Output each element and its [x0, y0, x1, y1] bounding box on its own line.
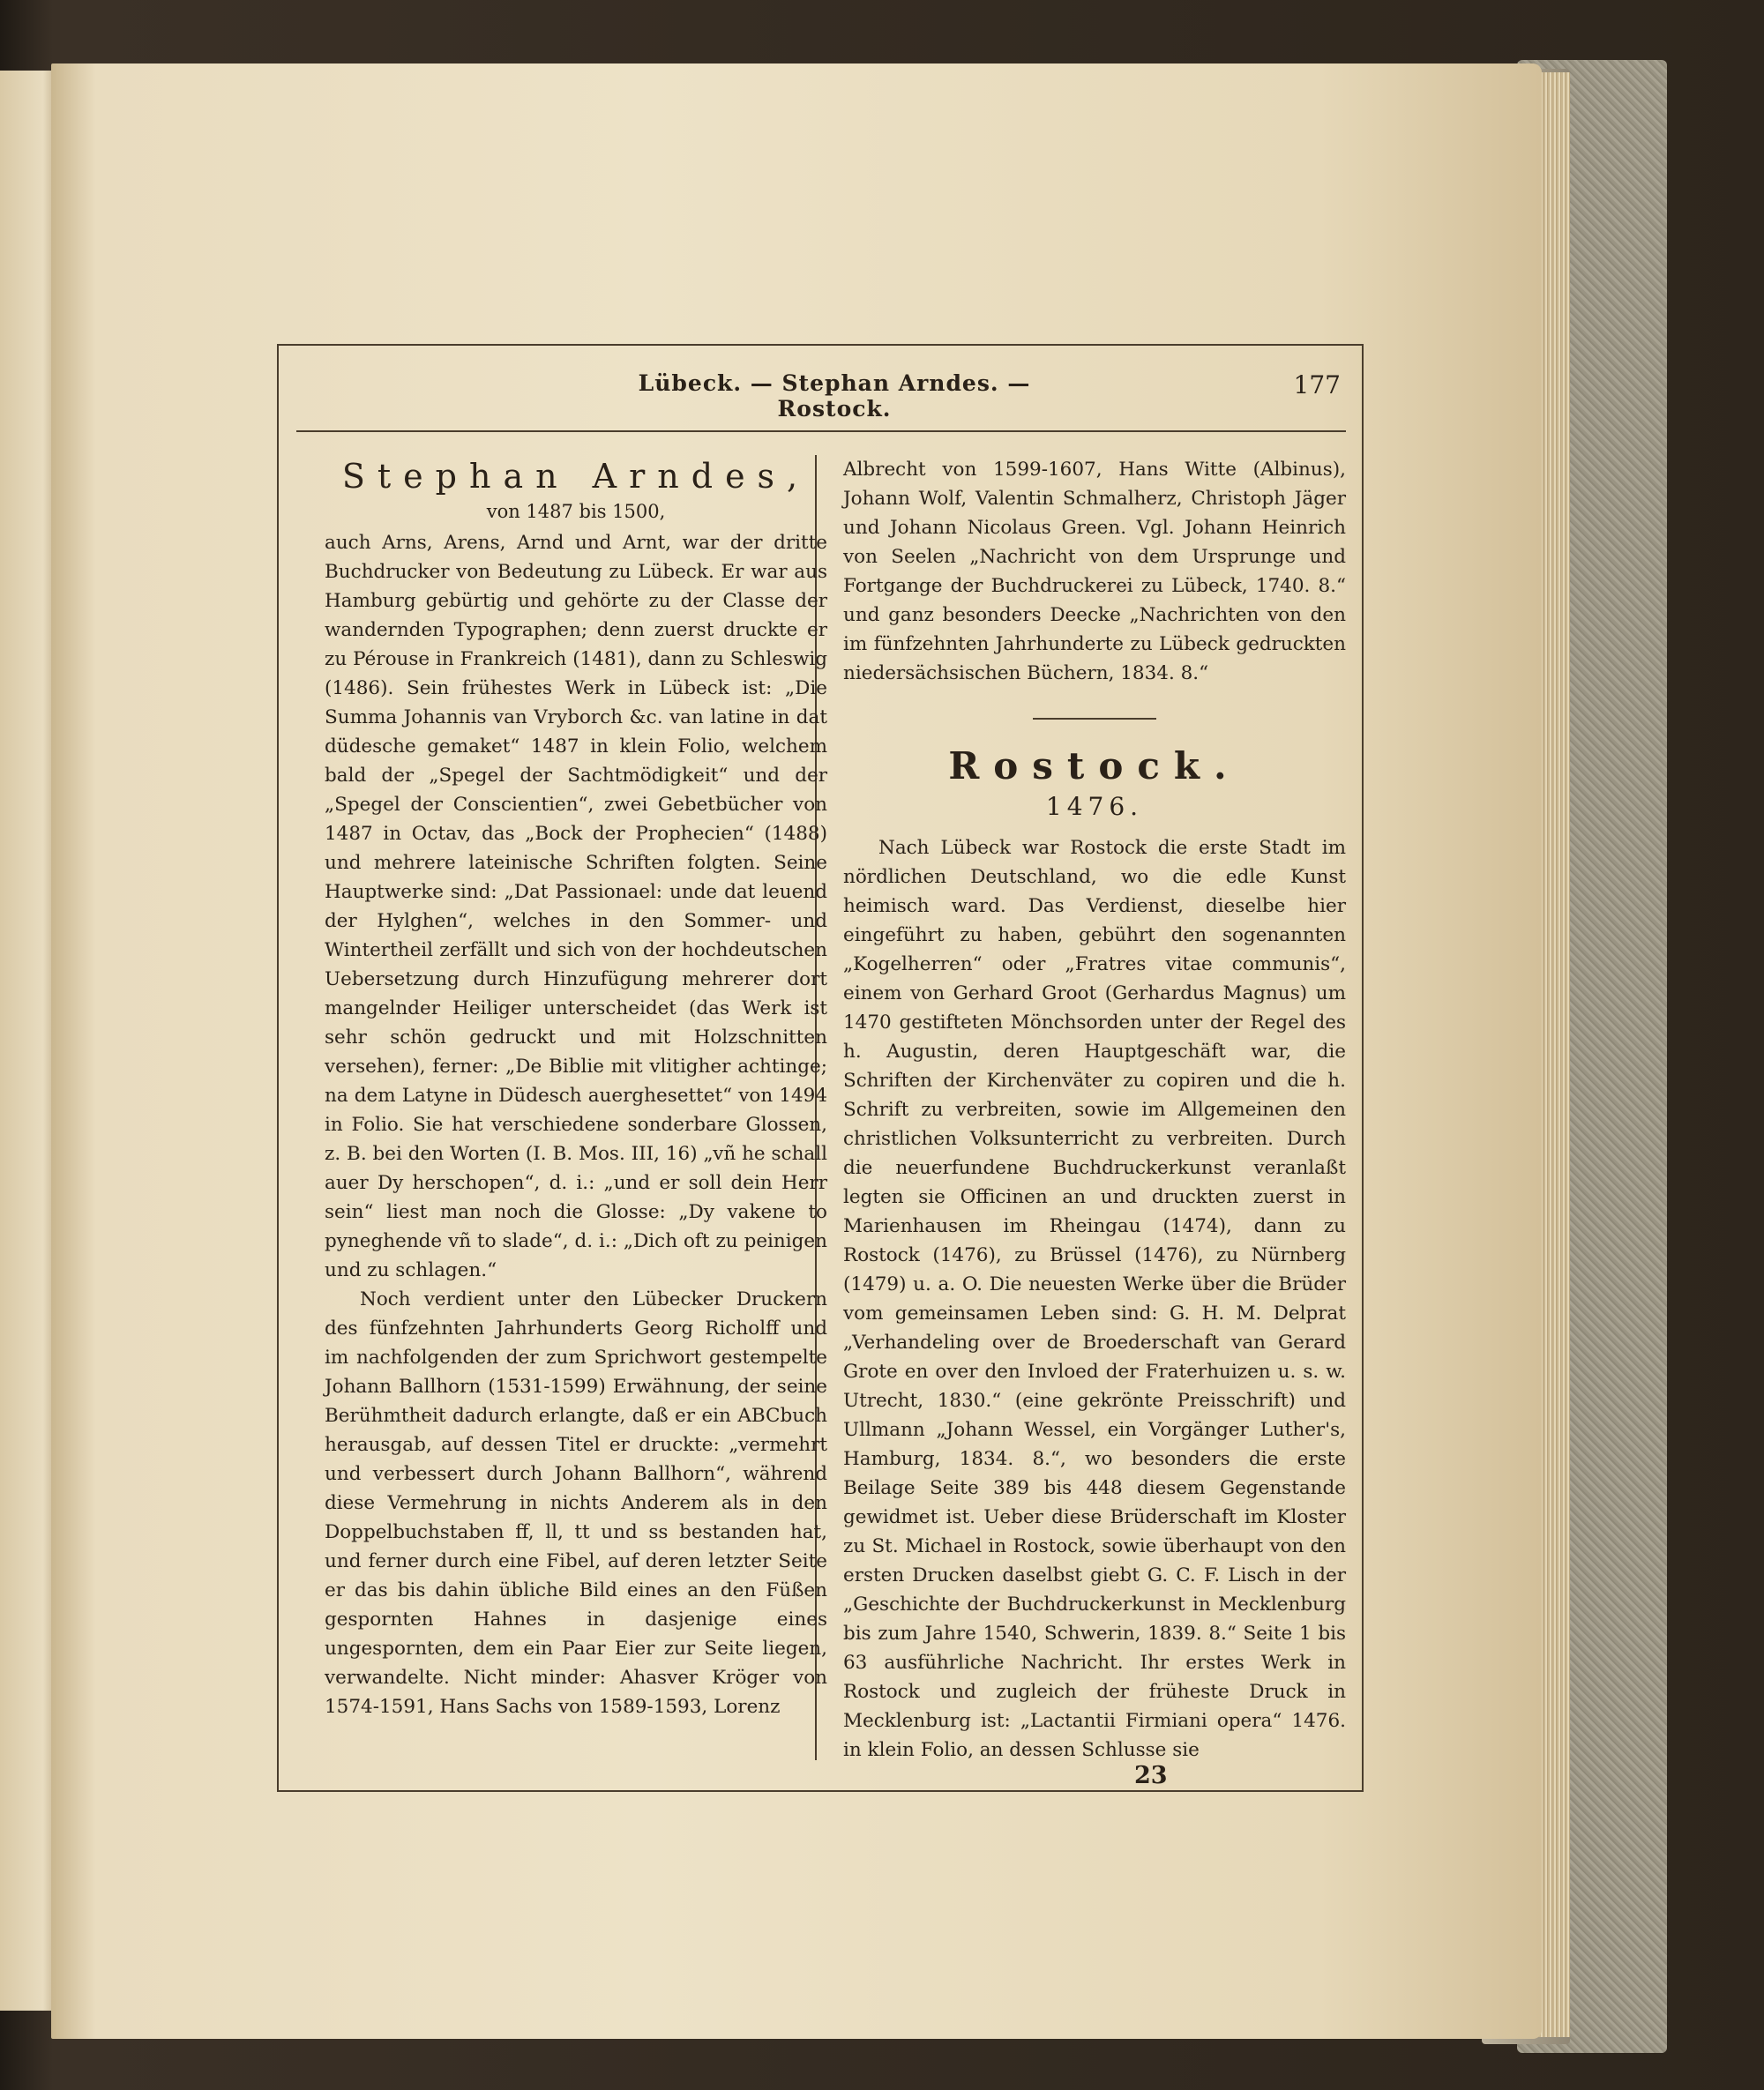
section-heading-arndes: Stephan Arndes, — [341, 457, 811, 496]
section-subheading-dates: von 1487 bis 1500, — [486, 501, 666, 522]
paragraph: auch Arns, Arens, Arnd und Arnt, war der dritte Buchdrucker von Bedeutung zu Lübeck. Er war aus Hamburg gebürtig und gehörte zu der Classe der wandernden Typographen; denn zuerst druckte er zu Pérouse in Frankreich (1481), dann zu Schleswig (1486). Sein frühestes Werk in Lübeck ist: „Die Summa Johannis van Vryborch &c. van latine in dat düdesche gemaket“ 1487 in klein Folio, welchem bald der „Spegel der Sachtmödigkeit“ und der „Spegel der Conscientien“, zwei Gebetbücher von 1487 in Octav, das „Bock der Prophecien“ (1488) und mehrere lateinische Schriften folgten. Seine Hauptwerke sind: „Dat Passionael: unde dat leuend der Hylghen“, welches in den Sommer- und Wintertheil zerfällt und sich von der hochdeutschen Uebersetzung durch Hinzufügung mehrerer dort mangelnder Heiliger unterscheidet (das Werk ist sehr schön gedruckt und mit Holzschnitten versehen), ferner: „De Biblie mit vlitigher achtinge; na dem Latyne in Düdesch auerghesettet“ von 1494 in Folio. Sie hat verschiedene sonderbare Glossen, z. B. bei den Worten (I. B. Mos. III, 16) „vñ he schall auer Dy herschopen“, d. i.: „und er soll dein Herr sein“ liest man noch die Glosse: „Dy vakene to pyneghende vñ to slade“, d. i.: „Dich oft zu peinigen und zu schlagen.“ — [325, 532, 827, 1281]
book-page — [51, 63, 1542, 2039]
header-rule — [296, 430, 1346, 432]
paragraph: Noch verdient unter den Lübecker Druckern des fünfzehnten Jahrhunderts Georg Richolff und im nachfolgenden der zum Sprichwort gestempelte Johann Ballhorn (1531-1599) Erwähnung, der seine Berühmtheit dadurch erlangte, daß er ein ABCbuch herausgab, auf dessen Titel er druckte: „vermehrt und verbessert durch Johann Ballhorn“, während diese Vermehrung in nichts Anderem als in den Doppelbuchstaben ff, ll, tt und ss bestanden hat, und ferner durch eine Fibel, auf deren letzter Seite er das bis dahin übliche Bild eines an den Füßen gespornten Hahnes in dasjenige eines ungespornten, dem ein Paar Eier zur Seite liegen, verwandelte. Nicht minder: Ahasver Kröger von 1574-1591, Hans Sachs von 1589-1593, Lorenz — [325, 1288, 827, 1718]
paragraph: Nach Lübeck war Rostock die erste Stadt im nördlichen Deutschland, wo die edle Kunst heimisch ward. Das Verdienst, dieselbe hier eingeführt zu haben, gebührt den sogenannten „Kogelherren“ oder „Fratres vitae communis“, einem von Gerhard Groot (Gerhardus Magnus) um 1470 gestifteten Mönchsorden unter der Regel des h. Augustin, deren Hauptgeschäft war, die Schriften der Kirchenväter zu copiren und die h. Schrift zu verbreiten, sowie im Allgemeinen den christlichen Volksunterricht zu verbreiten. Durch die neuerfundene Buchdruckerkunst veranlaßt legten sie Officinen an und druckten zuerst in Marienhausen im Rheingau (1474), dann zu Rostock (1476), zu Brüssel (1476), zu Nürnberg (1479) u. a. O. Die neuesten Werke über die Brüder vom gemeinsamen Leben sind: G. H. M. Delprat „Verhandeling over de Broederschaft van Gerard Grote en over den Invloed der Fraterhuizen u. s. w. Utrecht, 1830.“ (eine gekrönte Preisschrift) und Ullmann „Johann Wessel, ein Vorgänger Luther's, Hamburg, 1834. 8.“, wo besonders die erste Beilage Seite 389 bis 448 diesem Gegenstande gewidmet ist. Ueber diese Brüderschaft im Kloster zu St. Michael in Rostock, sowie überhaupt von den ersten Drucken daselbst giebt G. C. F. Lisch in der „Geschichte der Buchdruckerkunst in Mecklenburg bis zum Jahre 1540, Schwerin, 1839. 8.“ Seite 1 bis 63 ausführliche Nachricht. Ihr erstes Werk in Rostock und zugleich der früheste Druck in Mecklenburg ist: „Lactantii Firmiani opera“ 1476. in klein Folio, an dessen Schlusse sie — [843, 837, 1346, 1761]
page-number: 177 — [1293, 370, 1341, 399]
left-column — [325, 455, 827, 1721]
section-year: 1476. — [1045, 792, 1144, 821]
section-separator — [1033, 718, 1156, 720]
running-title: Lübeck. — Stephan Arndes. — Rostock. — [638, 370, 1031, 422]
text-frame — [277, 344, 1364, 1792]
paragraph: Albrecht von 1599-1607, Hans Witte (Albinus), Johann Wolf, Valentin Schmalherz, Christoph Jäger und Johann Nicolaus Green. Vgl. Johann Heinrich von Seelen „Nachricht von dem Ursprunge und Fortgange der Buchdruckerei zu Lübeck, 1740. 8.“ und ganz besonders Deecke „Nachrichten von den im fünfzehnten Jahrhunderte zu Lübeck gedruckten niedersächsischen Büchern, 1834. 8.“ — [843, 459, 1346, 684]
right-column — [843, 455, 1346, 1765]
section-heading-rostock: Rostock. — [948, 744, 1241, 787]
signature-mark: 23 — [1134, 1762, 1168, 1789]
page-header — [279, 370, 1362, 423]
